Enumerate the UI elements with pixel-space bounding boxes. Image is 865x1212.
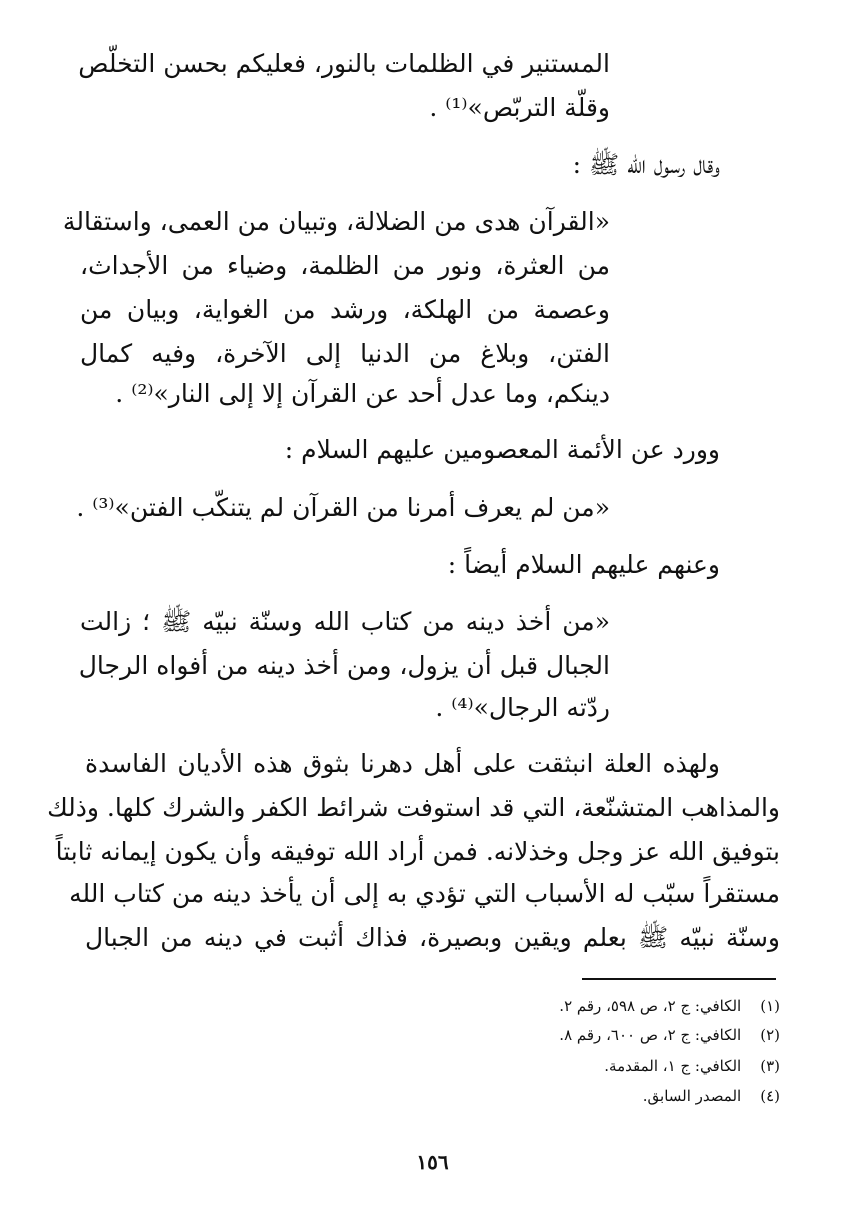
footnote-2-number: (٢) xyxy=(760,1026,780,1044)
footnote-2-text: الكافي: ج ٢، ص ٦٠٠، رقم ٨. xyxy=(559,1026,742,1044)
quote3-line-1: «من لم يعرف أمرنا من القرآن لم يتنكّب الفتن»⁽³⁾ . xyxy=(76,493,610,522)
quote1-line-1: المستنير في الظلمات بالنور، فعليكم بحسن التخلّص xyxy=(78,49,610,78)
footnote-3-text: الكافي: ج ١، المقدمة. xyxy=(604,1057,742,1075)
quote4-line-2: الجبال قبل أن يزول، ومن أخذ دينه من أفواه الرجال xyxy=(78,651,610,680)
page-number: ١٥٦ xyxy=(416,1150,449,1174)
quote4-line-1: «من أخذ دينه من كتاب الله وسنّة نبيّه ﷺ ؛ زالت xyxy=(80,607,610,636)
footnote-3-number: (٣) xyxy=(760,1057,780,1075)
footnote-1-number: (١) xyxy=(760,997,780,1015)
intro-imams: وورد عن الأئمة المعصومين عليهم السلام : xyxy=(284,435,720,464)
footnote-4-number: (٤) xyxy=(760,1087,780,1105)
body-line-4: مستقراً سبّب له الأسباب التي تؤدي به إلى أن يأخذ دينه من كتاب الله xyxy=(69,879,780,908)
footnote-4 xyxy=(643,1085,780,1107)
quote1-line-2: وقلّة التربّص»⁽¹⁾ . xyxy=(429,93,610,122)
quote2-line-2: من العثرة، ونور من الظلمة، وضياء من الأجداث، xyxy=(80,251,610,280)
quote2-line-4: الفتن، وبلاغ من الدنيا إلى الآخرة، وفيه كمال xyxy=(80,339,610,368)
body-line-2: والمذاهب المتشنّعة، التي قد استوفت شرائط الكفر والشرك كلها. وذلك xyxy=(47,793,780,822)
body-line-5: وسنّة نبيّه ﷺ بعلم ويقين وبصيرة، فذاك أثبت في دينه من الجبال xyxy=(85,923,780,952)
body-line-3: بتوفيق الله عز وجل وخذلانه. فمن أراد الله توفيقه وأن يكون إيمانه ثابتاً xyxy=(55,837,780,866)
footnote-2 xyxy=(559,1024,780,1046)
footnote-3 xyxy=(604,1055,780,1077)
quote2-line-1: «القرآن هدى من الضلالة، وتبيان من العمى، واستقالة xyxy=(62,207,610,236)
intro-prophet: وقال رسول الله ﷺ : xyxy=(572,150,720,179)
intro-also: وعنهم عليهم السلام أيضاً : xyxy=(447,550,720,579)
quote4-line-3: ردّته الرجال»⁽⁴⁾ . xyxy=(435,693,610,722)
footnote-1 xyxy=(559,995,780,1017)
footnote-4-text: المصدر السابق. xyxy=(642,1087,742,1105)
quote2-line-5: دينكم، وما عدل أحد عن القرآن إلا إلى النار»⁽²⁾ . xyxy=(115,379,610,408)
footnote-separator xyxy=(582,978,776,980)
quote2-line-3: وعصمة من الهلكة، ورشد من الغواية، وبيان من xyxy=(80,295,610,324)
footnote-1-text: الكافي: ج ٢، ص ٥٩٨، رقم ٢. xyxy=(559,997,742,1015)
body-line-1: ولهذه العلة انبثقت على أهل دهرنا بثوق هذه الأديان الفاسدة xyxy=(85,749,720,778)
